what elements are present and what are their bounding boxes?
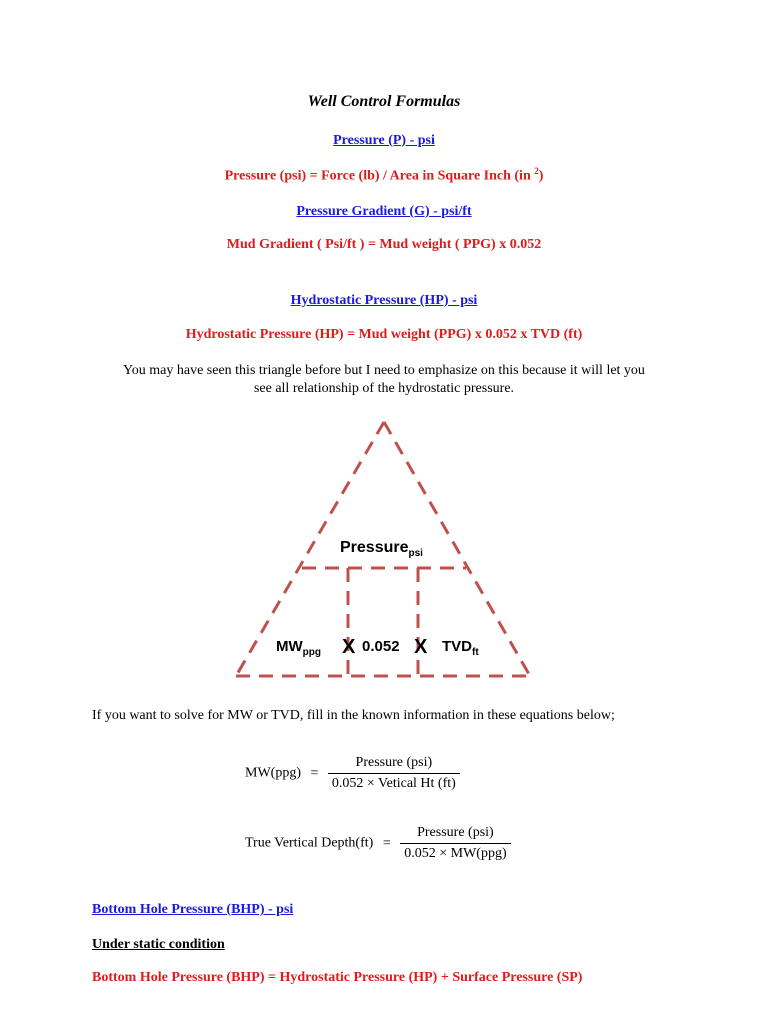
pressure-formula-main: Pressure (psi) = Force (lb) / Area in Square Inch (in xyxy=(224,168,535,184)
pressure-heading-row xyxy=(0,131,768,149)
hydrostatic-triangle-diagram xyxy=(228,418,540,684)
bhp-heading-link[interactable]: Bottom Hole Pressure (BHP) - psi xyxy=(92,902,294,917)
gradient-formula: Mud Gradient ( Psi/ft ) = Mud weight ( PPG) x 0.052 xyxy=(226,237,542,252)
triangle-mw-label: $MW_{ppg}$ xyxy=(276,638,321,658)
triangle-times-2: X xyxy=(414,636,428,658)
mw-equation-lhs: MW(ppg) xyxy=(245,765,301,781)
page-title: Well Control Formulas xyxy=(307,93,461,110)
mw-equation-equals: = xyxy=(310,765,319,781)
pressure-formula-close: ) xyxy=(538,168,544,184)
gradient-heading-link[interactable]: Pressure Gradient (G) - psi/ft xyxy=(296,204,472,219)
tvd-equation xyxy=(245,825,511,862)
triangle-tvd-label: $TVD_{ft}$ xyxy=(442,638,479,658)
hydrostatic-heading-row xyxy=(0,291,768,309)
intro-line-1: You may have seen this triangle before but I need to emphasize on this because it will let you xyxy=(123,363,645,378)
pressure-formula xyxy=(0,166,768,185)
bhp-heading-row xyxy=(92,900,293,918)
triangle-times-1: X xyxy=(342,636,356,658)
tvd-equation-numerator: Pressure (psi) xyxy=(400,825,510,844)
tvd-equation-fraction xyxy=(400,825,510,862)
pressure-formula-sup: 2 xyxy=(534,166,539,176)
tvd-equation-equals: = xyxy=(382,835,391,851)
triangle-constant-label: 0.052 xyxy=(362,638,400,655)
bhp-formula: Bottom Hole Pressure (BHP) = Hydrostatic Pressure (HP) + Surface Pressure (SP) xyxy=(92,970,583,985)
tvd-equation-denominator: 0.052 × MW(ppg) xyxy=(404,846,507,861)
hydrostatic-heading-link[interactable]: Hydrostatic Pressure (HP) - psi xyxy=(290,293,478,308)
gradient-heading-row xyxy=(0,202,768,220)
mw-equation xyxy=(245,755,460,792)
solve-instructions: If you want to solve for MW or TVD, fill in the known information in these equations below; xyxy=(92,708,615,723)
tvd-equation-lhs: True Vertical Depth(ft) xyxy=(245,835,374,851)
static-condition-heading: Under static condition xyxy=(92,937,225,952)
triangle-pressure-label: Pressure$_{psi}$ xyxy=(340,539,423,559)
pressure-heading-link[interactable]: Pressure (P) - psi xyxy=(333,133,435,148)
mw-equation-fraction xyxy=(328,755,460,792)
intro-line-2: see all relationship of the hydrostatic pressure. xyxy=(253,381,515,396)
mw-equation-denominator: 0.052 × Vetical Ht (ft) xyxy=(331,776,456,791)
hydrostatic-formula: Hydrostatic Pressure (HP) = Mud weight (PPG) x 0.052 x TVD (ft) xyxy=(185,327,583,342)
static-condition-row xyxy=(92,935,225,953)
mw-equation-numerator: Pressure (psi) xyxy=(328,755,460,774)
